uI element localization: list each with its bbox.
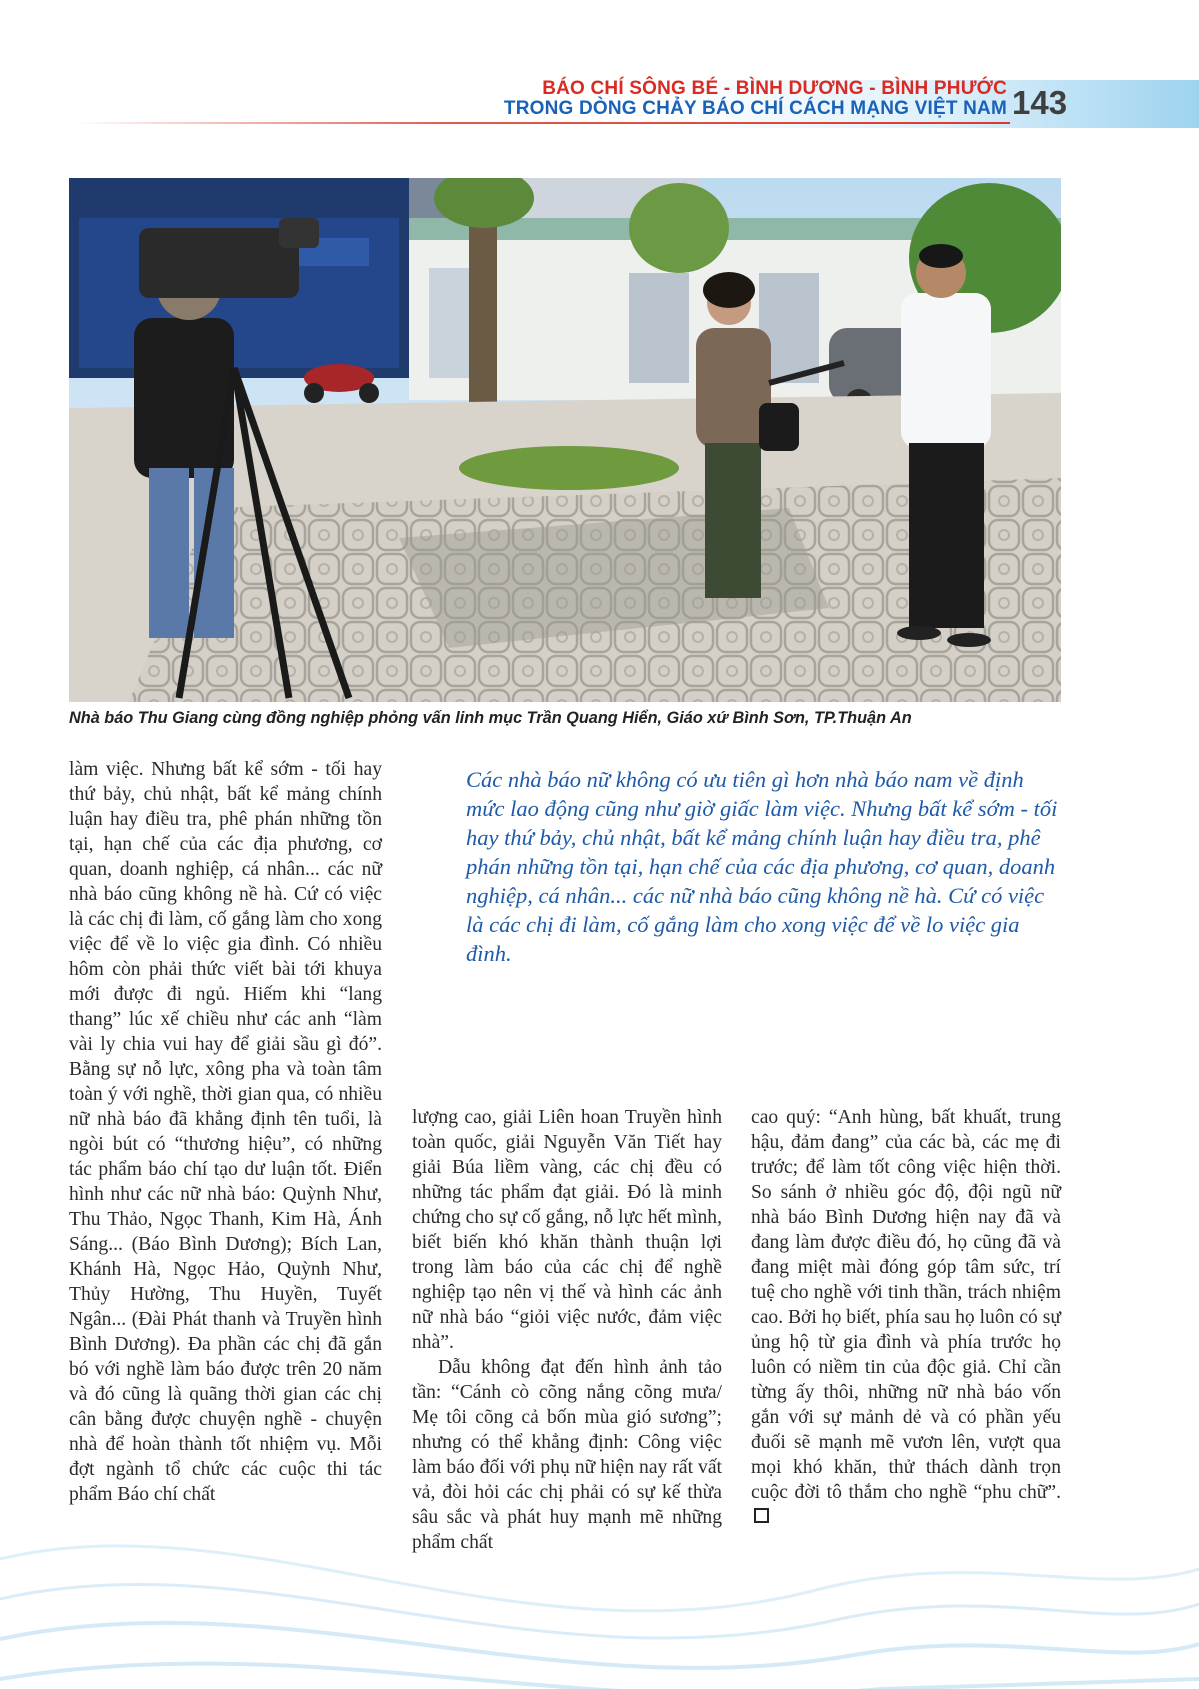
col3-text: cao quý: “Anh hùng, bất khuất, trung hậu, đảm đang” của các bà, các mẹ đi trước; để làm tốt công việc hiện thời. So sánh ở nhiều góc độ, đội ngũ nữ nhà báo Bình Dương hiện nay đã và đang làm được điều đó, họ cũng đã và đang miệt mài đóng góp tâm sức, trí tuệ cho nghề với tinh thần, trách nhiệm cao. Bởi họ biết, phía sau họ luôn có sự ủng hộ từ gia đình và phía trước họ luôn có niềm tin của độc giả. Chỉ cần từng ấy thôi, những nữ nhà báo vốn gắn với sự mảnh dẻ và có phần yếu đuối sẽ mạnh mẽ vươn lên, vượt qua mọi khó khăn, thử thách dành trọn cuộc đời tô thắm cho nghề “phu chữ”.	[751, 1107, 1061, 1503]
col2-paragraph-2: Dẫu không đạt đến hình ảnh tảo tần: “Cánh cò cõng nắng cõng mưa/ Mẹ tôi cõng cả bốn mùa gió sương”; nhưng có thể khẳng định: Công việc làm báo đối với phụ nữ hiện nay rất vất vả, đòi hỏi các chị phải có sự kế thừa sâu sắc và phát huy mạnh mẽ những phẩm chất	[412, 1357, 722, 1553]
text-column-1	[69, 757, 382, 1507]
header-title-line1: BÁO CHÍ SÔNG BÉ - BÌNH DƯƠNG - BÌNH PHƯỚC	[542, 78, 1007, 99]
end-mark-icon	[754, 1508, 769, 1523]
col1-paragraph: làm việc. Nhưng bất kể sớm - tối hay thứ bảy, chủ nhật, bất kể mảng chính luận hay điều tra, phê phán những tồn tại, hạn chế của các địa phương, cơ quan, doanh nghiệp, cá nhân... các nữ nhà báo cũng không nề hà. Cứ có việc là các chị đi làm, cố gắng làm cho xong việc để về lo việc gia đình. Có nhiều hôm còn phải thức viết bài tới khuya mới được đi ngủ. Hiếm khi “lang thang” lúc xế chiều như các anh “làm vài ly chia vui hay để giải sầu gì đó”. Bằng sự nỗ lực, xông pha và toàn tâm toàn ý với nghề, thời gian qua, có nhiều nữ nhà báo đã khẳng định tên tuổi, là ngòi bút có “thương hiệu”, có những tác phẩm báo chí tạo dư luận tốt. Điển hình như các nữ nhà báo: Quỳnh Như, Thu Thảo, Ngọc Thanh, Kim Hà, Ánh Sáng... (Báo Bình Dương); Bích Lan, Khánh Hà, Ngọc Hảo, Quỳnh Như, Thủy Hường, Thu Huyền, Tuyết Ngân... (Đài Phát thanh và Truyền hình Bình Dương). Đa phần các chị đã gắn bó với nghề làm báo được trên 20 năm và đó cũng là quãng thời gian các chị cân bằng được chuyện nghề - chuyện nhà để hoàn thành tốt nhiệm vụ. Mỗi đợt ngành tổ chức các cuộc thi tác phẩm Báo chí chất	[69, 759, 382, 1505]
page-number: 143	[1012, 84, 1068, 121]
header-title-line2: TRONG DÒNG CHẢY BÁO CHÍ CÁCH MẠNG VIỆT NAM	[503, 98, 1007, 119]
header-divider	[75, 122, 1010, 124]
col2-paragraph-1: lượng cao, giải Liên hoan Truyền hình toàn quốc, giải Nguyễn Văn Tiết hay giải Búa liềm vàng, các chị đều có những tác phẩm đạt giải. Đó là minh chứng cho sự cố gắng, nỗ lực hết mình, biết biến khó khăn thành thuận lợi trong làm báo của các chị để nghề nghiệp tạo nên vị thế và hình các ảnh nữ nhà báo “giỏi việc nước, đảm việc nhà”.	[412, 1107, 722, 1353]
pull-quote: Các nhà báo nữ không có ưu tiên gì hơn nhà báo nam về định mức lao động cũng như giờ giấc làm việc. Nhưng bất kể sớm - tối hay thứ bảy, chủ nhật, bất kể mảng chính luận hay điều tra, phê phán những tồn tại, hạn chế của các địa phương, cơ quan, doanh nghiệp, cá nhân... các nữ nhà báo cũng không nề hà. Cứ có việc là các chị đi làm, cố gắng làm cho xong việc để về lo việc gia đình.	[466, 767, 1058, 966]
text-column-3	[751, 1105, 1061, 1530]
col3-paragraph	[751, 1105, 1061, 1530]
text-column-2	[412, 1105, 722, 1555]
interview-photo	[69, 178, 1061, 702]
photo-caption: Nhà báo Thu Giang cùng đồng nghiệp phỏng vấn linh mục Trần Quang Hiển, Giáo xứ Bình Sơn, TP.Thuận An	[69, 709, 912, 727]
